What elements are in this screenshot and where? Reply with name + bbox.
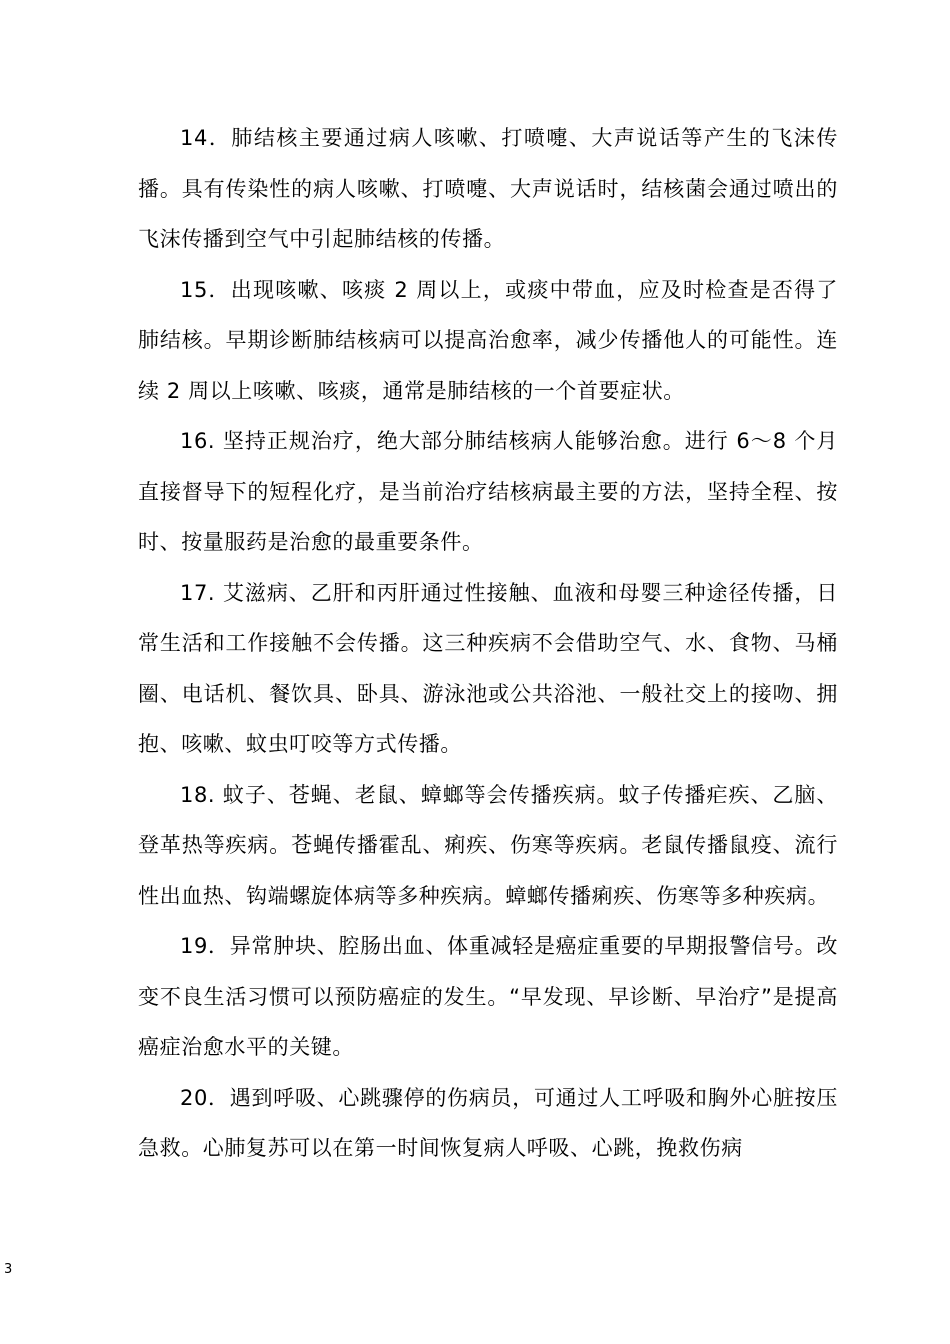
paragraph-20: 20．遇到呼吸、心跳骤停的伤病员，可通过人工呼吸和胸外心脏按压急救。心肺复苏可以在第一时间恢复病人呼吸、心跳，挽救伤病 <box>138 1085 838 1160</box>
paragraph-16: 16. 坚持正规治疗，绝大部分肺结核病人能够治愈。进行 6〜8 个月直接督导下的短程化疗，是当前治疗结核病最主要的方法，坚持全程、按时、按量服药是治愈的最重要条件。 <box>138 429 838 554</box>
paragraph-14: 14．肺结核主要通过病人咳嗽、打喷嚏、大声说话等产生的飞沫传播。具有传染性的病人咳嗽、打喷嚏、大声说话时，结核菌会通过喷出的飞沫传播到空气中引起肺结核的传播。 <box>138 126 838 251</box>
paragraph-19: 19．异常肿块、腔肠出血、体重减轻是癌症重要的早期报警信号。改变不良生活习惯可以预防癌症的发生。“早发现、早诊断、早治疗”是提高癌症治愈水平的关键。 <box>138 934 838 1059</box>
page-number: 3 <box>4 1262 13 1277</box>
paragraph-17: 17. 艾滋病、乙肝和丙肝通过性接触、血液和母婴三种途径传播，日常生活和工作接触不会传播。这三种疾病不会借助空气、水、食物、马桶圈、电话机、餐饮具、卧具、游泳池或公共浴池、一般社交上的接吻、拥抱、咳嗽、蚊虫叮咬等方式传播。 <box>138 580 838 756</box>
paragraph-15: 15．出现咳嗽、咳痰 2 周以上，或痰中带血，应及时检查是否得了肺结核。早期诊断肺结核病可以提高治愈率，减少传播他人的可能性。连续 2 周以上咳嗽、咳痰，通常是肺结核的一个首要症状。 <box>138 277 838 403</box>
document-body <box>138 113 838 1174</box>
paragraph-18: 18. 蚊子、苍蝇、老鼠、蟑螂等会传播疾病。蚊子传播疟疾、乙脑、登革热等疾病。苍蝇传播霍乱、痢疾、伤寒等疾病。老鼠传播鼠疫、流行性出血热、钩端螺旋体病等多种疾病。蟑螂传播痢疾、伤寒等多种疾病。 <box>138 782 838 908</box>
